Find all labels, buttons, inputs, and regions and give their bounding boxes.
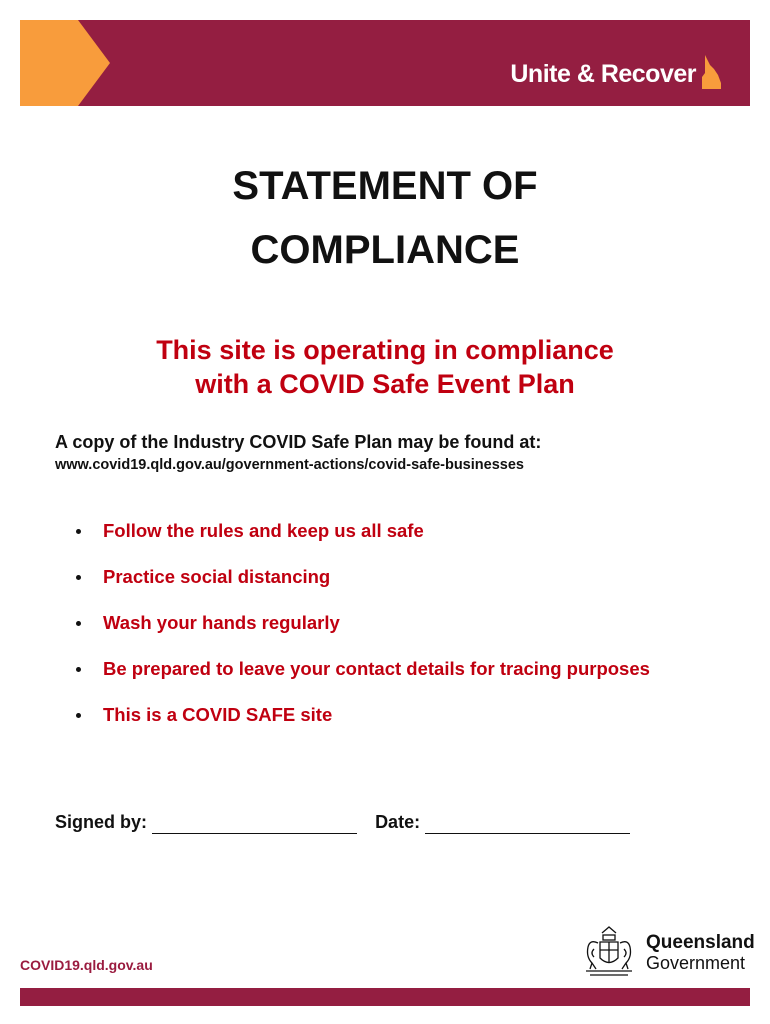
bullet-text: This is a COVID SAFE site [103, 704, 333, 725]
bullet-text: Follow the rules and keep us all safe [103, 520, 424, 541]
orange-chevron-shape [20, 20, 110, 106]
signed-by-line [152, 812, 357, 834]
signed-by-label: Signed by: [55, 812, 148, 832]
signature-row [55, 812, 630, 834]
subtitle-line-2: with a COVID Safe Event Plan [195, 369, 575, 399]
safety-bullet-list [76, 518, 650, 748]
government-wordmark [646, 932, 755, 974]
page-title-line-1: STATEMENT OF [232, 164, 538, 208]
subtitle-line-1: This site is operating in compliance [156, 335, 614, 365]
bullet-dot-icon [76, 667, 81, 672]
queensland-text: Queensland [646, 932, 755, 953]
bullet-item [76, 656, 650, 702]
date-label: Date: [375, 812, 421, 832]
queensland-government-logo [580, 925, 755, 981]
bullet-item [76, 518, 650, 564]
bullet-text: Wash your hands regularly [103, 612, 340, 633]
queensland-map-icon [702, 55, 722, 89]
bullet-dot-icon [76, 529, 81, 534]
bullet-text: Be prepared to leave your contact details for tracing purposes [103, 658, 650, 679]
bullet-dot-icon [76, 713, 81, 718]
bullet-dot-icon [76, 621, 81, 626]
government-text: Government [646, 953, 746, 973]
bullet-text: Practice social distancing [103, 566, 331, 587]
bullet-dot-icon [76, 575, 81, 580]
covid-site-link[interactable]: COVID19.qld.gov.au [20, 957, 153, 973]
brand-text: Unite & Recover [510, 60, 696, 88]
brand-logo [510, 60, 722, 89]
bullet-item [76, 610, 650, 656]
plan-copy-text: A copy of the Industry COVID Safe Plan may be found at: [55, 432, 542, 452]
bullet-item [76, 564, 650, 610]
page-title-line-2: COMPLIANCE [250, 228, 520, 272]
plan-url: www.covid19.qld.gov.au/government-actions/covid-safe-businesses [55, 457, 524, 473]
footer-banner [20, 988, 750, 1006]
date-line [425, 812, 630, 834]
coat-of-arms-icon [580, 925, 638, 981]
bullet-item [76, 702, 650, 748]
header-banner [20, 20, 750, 106]
